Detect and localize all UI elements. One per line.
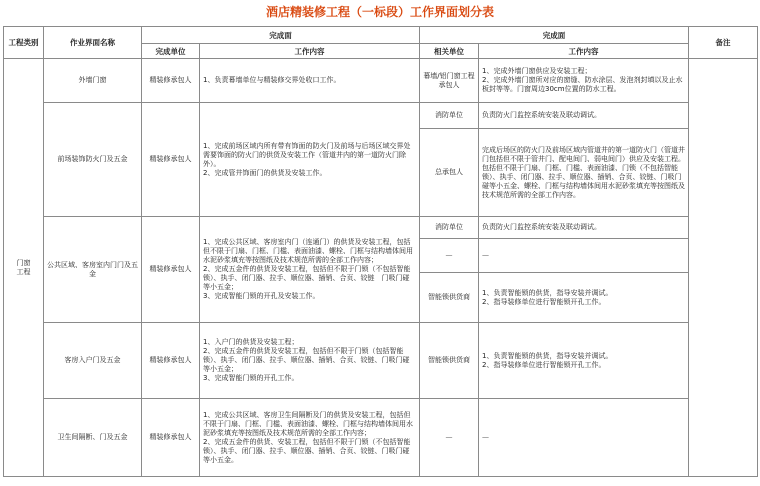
- unit-cell: 精装修承包人: [142, 323, 200, 399]
- related-unit-cell: 智能锁供货商: [420, 273, 479, 323]
- table-row: [4, 59, 758, 103]
- related-unit-cell: —: [420, 239, 479, 273]
- related-unit-cell: 总承包人: [420, 129, 479, 217]
- content-cell: 1、完成公共区域、客房室内门（连通门）的供货及安装工程，包括但不限于门扇、门框、门槛、表面油漆、螺栓、门框与结构墙体间用水泥砂浆填充等按图纸及技术规范所需的全部工作内容； 2、完成五金件的供货及安装工程，包括但不限于门锁（不包括智能锁）、执手、闭门器、拉手、顺位器、插销、合页、铰链 门吸门碰等小五金； 3、完成智能门锁的开孔及安装工作。: [200, 217, 420, 323]
- interface-table: [3, 26, 758, 477]
- table-row: [4, 323, 758, 399]
- header-related-unit: 相关单位: [420, 44, 479, 59]
- related-content-cell: —: [479, 399, 689, 477]
- related-content-cell: —: [479, 239, 689, 273]
- unit-cell: 精装修承包人: [142, 217, 200, 323]
- category-cell: 门窗 工程: [4, 59, 44, 477]
- related-content-cell: 1、完成外墙门窗供应及安装工程； 2、完成外墙门窗所对应的窗缝、防水涂层、发泡剂封填以及止水板封等等。门窗周边30cm位置的防水工程。: [479, 59, 689, 103]
- content-cell: 1、完成前场区域内所有带有饰面的防火门及前场与后场区域交界处需要饰面的防火门的供货及安装工作（管道井内的第一道防火门除外）。 2、完成管井饰面门的供货及安装工作。: [200, 103, 420, 217]
- area-cell: 客房入户门及五金: [44, 323, 142, 399]
- content-cell: 1、负责幕墙单位与精装修交界处收口工作。: [200, 59, 420, 103]
- header-content-2: 工作内容: [479, 44, 689, 59]
- related-unit-cell: 幕墙/铝门窗工程承包人: [420, 59, 479, 103]
- related-unit-cell: —: [420, 399, 479, 477]
- header-unit: 完成单位: [142, 44, 200, 59]
- header-remarks: 备注: [689, 27, 758, 59]
- related-unit-cell: 消防单位: [420, 103, 479, 129]
- table-row: [4, 399, 758, 477]
- table-row: [4, 217, 758, 239]
- area-cell: 公共区域、客房室内门门及五金: [44, 217, 142, 323]
- related-content-cell: 完成后场区的防火门及前场区域内管道井的第一道防火门（管道井门包括但不限于管井门、配电间门、弱电间门）供应及安装工程。包括但不限于门扇、门框、门槛、表面油漆、门锁（不包括智能锁）、执手、闭门器、拉手、顺位器、插销、合页、铰链、门吸门碰等小五金、螺栓、门框与结构墙体间用水泥砂浆填充等按图纸及技术规范所需的全部工作内容。: [479, 129, 689, 217]
- related-content-cell: 负责防火门监控系统安装及联动调试。: [479, 217, 689, 239]
- header-category: 工程类别: [4, 27, 44, 59]
- remarks-cell: [689, 59, 758, 477]
- header-completed-2: 完成面: [420, 27, 689, 44]
- content-cell: 1、入户门的供货及安装工程； 2、完成五金件的供货及安装工程，包括但不限于门锁（包括智能锁）、执手、闭门器、拉手、顺位器、插销、合页、铰链、门吸门碰等小五金； 3、完成智能门锁的开孔工作。: [200, 323, 420, 399]
- related-unit-cell: 消防单位: [420, 217, 479, 239]
- area-cell: 卫生间隔断、门及五金: [44, 399, 142, 477]
- unit-cell: 精装修承包人: [142, 59, 200, 103]
- header-completed-1: 完成面: [142, 27, 420, 44]
- area-cell: 外墙门窗: [44, 59, 142, 103]
- related-content-cell: 1、负责智能锁的供货，指导安装并调试。 2、指导装修单位进行智能锁开孔工作。: [479, 273, 689, 323]
- table-row: [4, 103, 758, 129]
- unit-cell: 精装修承包人: [142, 399, 200, 477]
- unit-cell: 精装修承包人: [142, 103, 200, 217]
- header-content: 工作内容: [200, 44, 420, 59]
- related-content-cell: 1、负责智能锁的供货，指导安装并调试。 2、指导装修单位进行智能锁开孔工作。: [479, 323, 689, 399]
- content-cell: 1、完成公共区域、客房卫生间隔断及门的供货及安装工程，包括但不限于门扇、门框、门槛、表面油漆、螺栓、门框与结构墙体间用水泥砂浆填充等按图纸及技术规范所需的全部工作内容； 2、完成五金件的供货、安装工程，包括但不限于门锁（不包括智能锁）、执手、闭门器、拉手、顺位器、插销、合页、铰链、门吸门碰等小五金。: [200, 399, 420, 477]
- related-unit-cell: 智能锁供货商: [420, 323, 479, 399]
- area-cell: 前场装饰防火门及五金: [44, 103, 142, 217]
- related-content-cell: 负责防火门监控系统安装及联动调试。: [479, 103, 689, 129]
- header-work-area: 作业界面名称: [44, 27, 142, 59]
- sheet-title: 酒店精装修工程（一标段）工作界面划分表: [265, 5, 494, 19]
